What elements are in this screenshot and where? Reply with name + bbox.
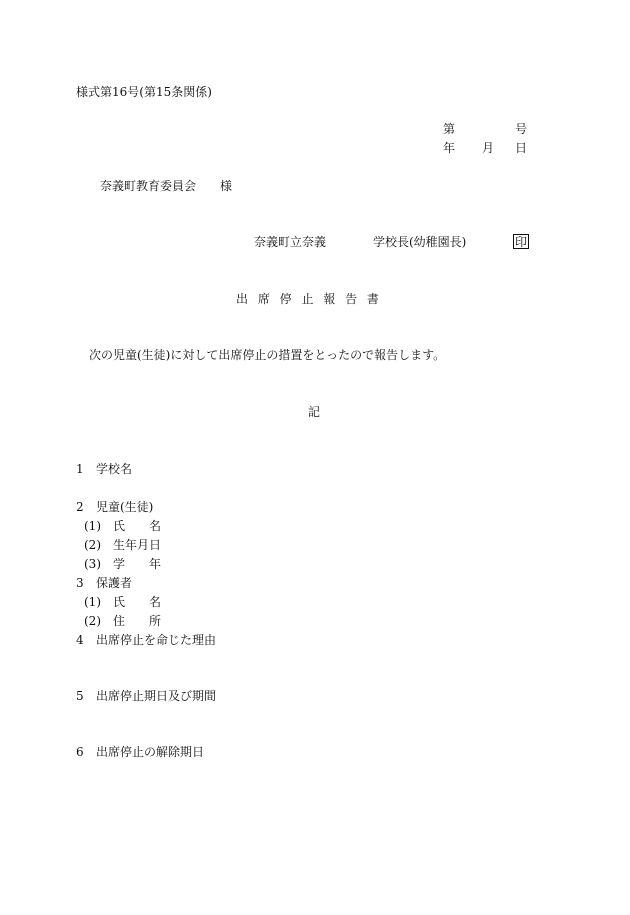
item-number: 1 bbox=[76, 462, 84, 476]
seal-label: 印 bbox=[515, 235, 528, 249]
item-number: 5 bbox=[76, 689, 84, 703]
subitem-number: (1) bbox=[84, 595, 101, 609]
doc-number-prefix: 第 bbox=[443, 122, 456, 136]
sender-school: 奈義町立奈義 bbox=[254, 235, 327, 249]
item-number: 6 bbox=[76, 745, 84, 759]
intro-text: 次の児童(生徒)に対して出席停止の措置をとったので報告します。 bbox=[89, 348, 446, 362]
form-number: 様式第16号(第15条関係) bbox=[76, 85, 212, 99]
subitem-label: 生年月日 bbox=[113, 538, 162, 552]
subitem-label: 住 所 bbox=[113, 614, 162, 628]
subitem-label: 氏 名 bbox=[113, 595, 162, 609]
item-label: 保護者 bbox=[96, 576, 133, 590]
addressee-honorific: 様 bbox=[220, 179, 233, 193]
item-label: 出席停止の解除期日 bbox=[96, 745, 205, 759]
item-label: 学校名 bbox=[96, 462, 133, 476]
item-label: 出席停止を命じた理由 bbox=[96, 633, 217, 647]
doc-number-suffix: 号 bbox=[515, 122, 528, 136]
subitem-number: (2) bbox=[84, 614, 101, 628]
item-number: 4 bbox=[76, 633, 84, 647]
date-month-label: 月 bbox=[482, 141, 495, 155]
addressee-name: 奈義町教育委員会 bbox=[100, 179, 197, 193]
item-label: 出席停止期日及び期間 bbox=[96, 689, 217, 703]
seal-mark bbox=[513, 234, 529, 249]
document-title: 出 席 停 止 報 告 書 bbox=[236, 292, 379, 306]
subitem-number: (1) bbox=[84, 519, 101, 533]
ki-label: 記 bbox=[308, 405, 321, 419]
subitem-number: (2) bbox=[84, 538, 101, 552]
subitem-number: (3) bbox=[84, 557, 101, 571]
subitem-label: 学 年 bbox=[113, 557, 162, 571]
item-number: 2 bbox=[76, 500, 84, 514]
sender-title: 学校長(幼稚園長) bbox=[373, 235, 467, 249]
date-day-label: 日 bbox=[515, 141, 528, 155]
subitem-label: 氏 名 bbox=[113, 519, 162, 533]
date-year-label: 年 bbox=[443, 141, 456, 155]
item-number: 3 bbox=[76, 576, 84, 590]
item-label: 児童(生徒) bbox=[96, 500, 154, 514]
